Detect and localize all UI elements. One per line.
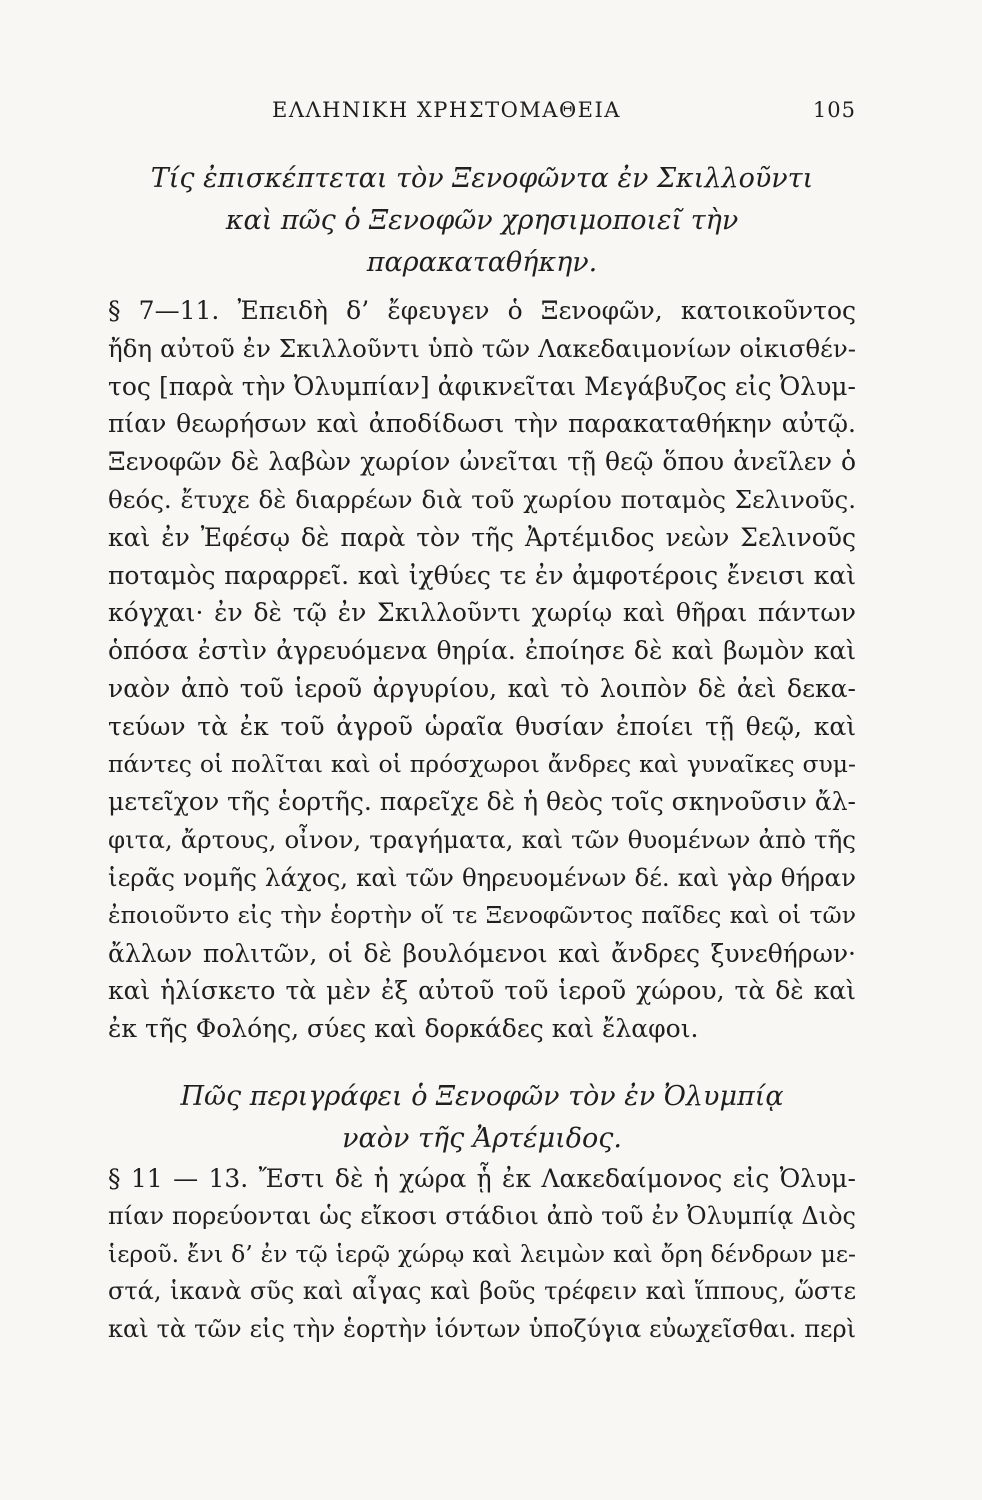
text-line: ἄλλων πολιτῶν, οἱ δὲ βουλόμενοι καὶ ἄνδρες ξυνεθήρων· [108,938,856,968]
text-line: καὶ τὰ τῶν εἰς τὴν ἑορτὴν ἰόντων ὑποζύγια εὐωχεῖσθαι. περὶ [108,1315,856,1344]
section-2-heading [108,1076,856,1160]
text-line: ἱερᾶς νομῆς λάχος, καὶ τῶν θηρευομένων δέ. καὶ γὰρ θήραν [108,862,856,892]
text-line: ἐκ τῆς Φολόης, σύες καὶ δορκάδες καὶ ἔλαφοι. [108,1014,699,1044]
running-title: ΕΛΛΗΝΙΚΗ ΧΡΗΣΤΟΜΑΘΕΙΑ [272,98,621,122]
text-line: πάντες οἱ πολῖται καὶ οἱ πρόσχωροι ἄνδρες καὶ γυναῖκες συμ- [108,749,856,778]
page-number: 105 [812,98,856,122]
text-line: ἤδη αὐτοῦ ἐν Σκιλλοῦντι ὑπὸ τῶν Λακεδαιμονίων οἰκισθέν- [108,333,856,363]
text-line: στά, ἱκανὰ σῦς καὶ αἶγας καὶ βοῦς τρέφειν καὶ ἵππους, ὥστε [108,1277,856,1306]
text-line: ὁπόσα ἐστὶν ἀγρευόμενα θηρία. ἐποίησε δὲ καὶ βωμὸν καὶ [108,636,856,666]
text-line: ἐποιοῦντο εἰς τὴν ἑορτὴν οἵ τε Ξενοφῶντος παῖδες καὶ οἱ τῶν [108,900,856,929]
text-line: φιτα, ἄρτους, οἶνον, τραγήματα, καὶ τῶν θυομένων ἀπὸ τῆς [108,825,856,855]
heading-line: ναὸν τῆς Ἀρτέμιδος. [342,1123,622,1154]
section-1-heading [108,158,856,284]
text-line: καὶ ἡλίσκετο τὰ μὲν ἐξ αὐτοῦ τοῦ ἱεροῦ χώρου, τὰ δὲ καὶ [108,976,856,1006]
text-line: μετεῖχον τῆς ἑορτῆς. παρεῖχε δὲ ἡ θεὸς τοῖς σκηνοῦσιν ἄλ- [108,787,856,817]
text-line: τος [παρὰ τὴν Ὀλυμπίαν] ἀφικνεῖται Μεγάβυζος εἰς Ὀλυμ- [108,371,856,401]
heading-line: καὶ πῶς ὁ Ξενοφῶν χρησιμοποιεῖ τὴν [225,205,739,236]
heading-line: Πῶς περιγράφει ὁ Ξενοφῶν τὸν ἐν Ὀλυμπίᾳ [180,1081,784,1112]
text-line: § 7—11. Ἐπειδὴ δ’ ἔφευγεν ὁ Ξενοφῶν, κατοικοῦντος [108,296,856,325]
text-line: ἱεροῦ. ἔνι δ’ ἐν τῷ ἱερῷ χώρῳ καὶ λειμὼν καὶ ὄρη δένδρων με- [108,1239,856,1268]
running-head [108,98,856,128]
text-line: πίαν πορεύονται ὡς εἴκοσι στάδιοι ἀπὸ τοῦ ἐν Ὀλυμπίᾳ Διὸς [108,1201,856,1230]
text-line: καὶ ἐν Ἐφέσῳ δὲ παρὰ τὸν τῆς Ἀρτέμιδος νεὼν Σελινοῦς [108,522,856,552]
heading-line: Τίς ἐπισκέπτεται τὸν Ξενοφῶντα ἐν Σκιλλοῦντι [150,163,814,194]
section-2-body [108,1160,856,1349]
book-page [108,0,856,1500]
text-line: ποταμὸς παραρρεῖ. καὶ ἰχθύες τε ἐν ἀμφοτέροις ἔνεισι καὶ [108,560,856,590]
section-1-body [108,292,856,1048]
heading-line: παρακαταθήκην. [366,247,598,278]
text-line: Ξενοφῶν δὲ λαβὼν χωρίον ὠνεῖται τῇ θεῷ ὅπου ἀνεῖλεν ὁ [108,447,856,477]
text-line: ναὸν ἀπὸ τοῦ ἱεροῦ ἀργυρίου, καὶ τὸ λοιπὸν δὲ ἀεὶ δεκα- [108,673,856,703]
text-line: κόγχαι· ἐν δὲ τῷ ἐν Σκιλλοῦντι χωρίῳ καὶ θῆραι πάντων [108,598,856,628]
text-line: τεύων τὰ ἐκ τοῦ ἀγροῦ ὡραῖα θυσίαν ἐποίει τῇ θεῷ, καὶ [108,711,856,741]
text-line: πίαν θεωρήσων καὶ ἀποδίδωσι τὴν παρακαταθήκην αὐτῷ. [108,409,856,439]
text-line: § 11 — 13. Ἔστι δὲ ἡ χώρα ᾗ ἐκ Λακεδαίμονος εἰς Ὀλυμ- [108,1164,856,1193]
text-line: θεός. ἔτυχε δὲ διαρρέων διὰ τοῦ χωρίου ποταμὸς Σελινοῦς. [108,484,856,514]
